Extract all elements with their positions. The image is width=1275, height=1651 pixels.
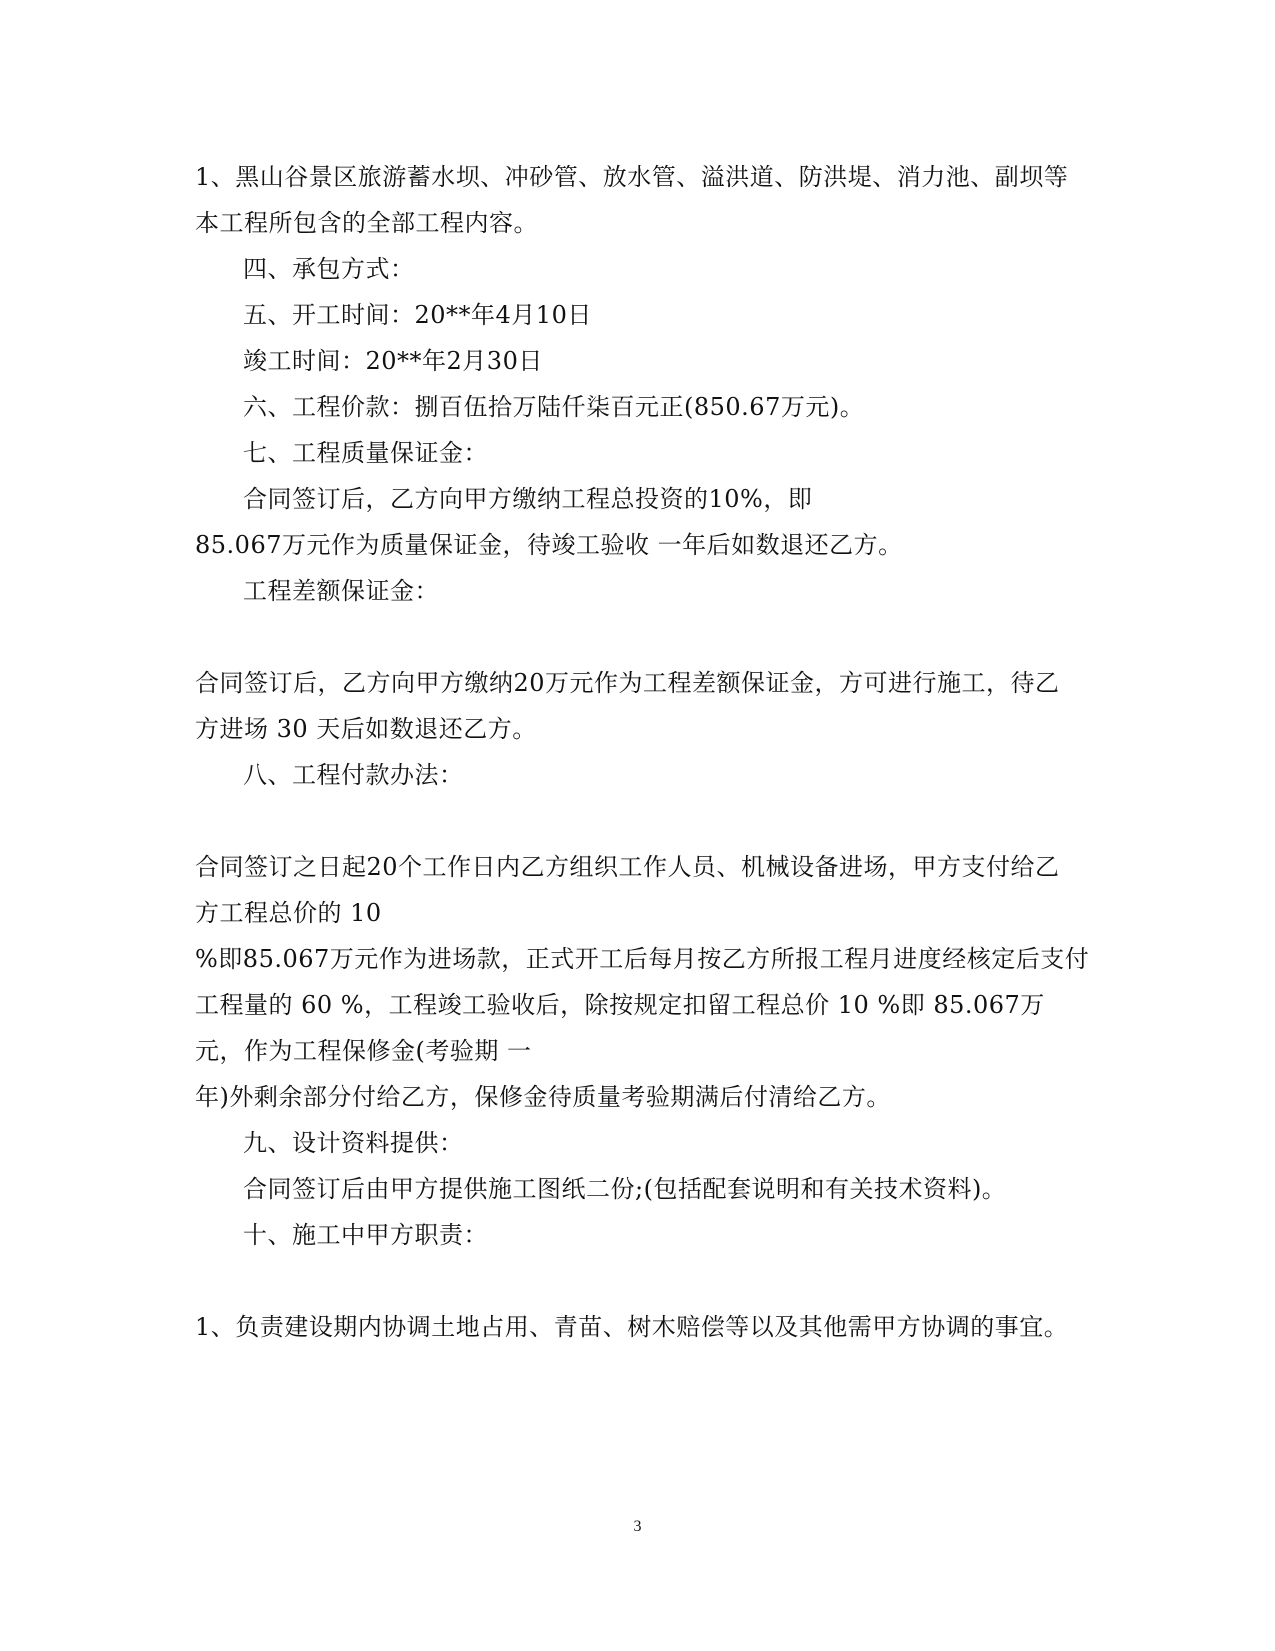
text-line: %即85.067万元作为进场款，正式开工后每月按乙方所报工程月进度经核定后支付 [195, 945, 1090, 973]
text-line: 合同签订后，乙方向甲方缴纳工程总投资的10%，即 [243, 485, 813, 513]
section-heading: 七、工程质量保证金： [243, 439, 488, 467]
page-number: 3 [633, 1518, 642, 1535]
text-line: 竣工时间：20**年2月30日 [243, 347, 543, 375]
text-line: 工程量的 60 %，工程竣工验收后，除按规定扣留工程总价 10 %即 85.067万 [195, 991, 1045, 1019]
section-heading: 五、开工时间：20**年4月10日 [243, 301, 592, 329]
section-heading: 四、承包方式： [243, 255, 415, 283]
text-line: 元，作为工程保修金(考验期 一 [195, 1037, 532, 1065]
section-heading: 九、设计资料提供： [243, 1129, 464, 1157]
text-line: 1、黑山谷景区旅游蓄水坝、冲砂管、放水管、溢洪道、防洪堤、消力池、副坝等 [195, 163, 1069, 191]
text-line: 方工程总价的 10 [195, 899, 382, 927]
text-line: 1、负责建设期内协调土地占用、青苗、树木赔偿等以及其他需甲方协调的事宜。 [195, 1313, 1069, 1341]
section-heading: 工程差额保证金： [243, 577, 439, 605]
text-line: 年)外剩余部分付给乙方，保修金待质量考验期满后付清给乙方。 [195, 1083, 891, 1111]
text-line: 合同签订之日起20个工作日内乙方组织工作人员、机械设备进场，甲方支付给乙 [195, 853, 1060, 881]
text-line: 合同签订后由甲方提供施工图纸二份;(包括配套说明和有关技术资料)。 [243, 1175, 1007, 1203]
section-heading: 六、工程价款：捌百伍拾万陆仟柒百元正(850.67万元)。 [243, 393, 865, 421]
text-line: 本工程所包含的全部工程内容。 [195, 209, 538, 237]
section-heading: 十、施工中甲方职责： [243, 1221, 488, 1249]
text-line: 85.067万元作为质量保证金，待竣工验收 一年后如数退还乙方。 [195, 531, 903, 559]
text-line: 方进场 30 天后如数退还乙方。 [195, 715, 537, 743]
text-line: 合同签订后，乙方向甲方缴纳20万元作为工程差额保证金，方可进行施工，待乙 [195, 669, 1060, 697]
section-heading: 八、工程付款办法： [243, 761, 464, 789]
